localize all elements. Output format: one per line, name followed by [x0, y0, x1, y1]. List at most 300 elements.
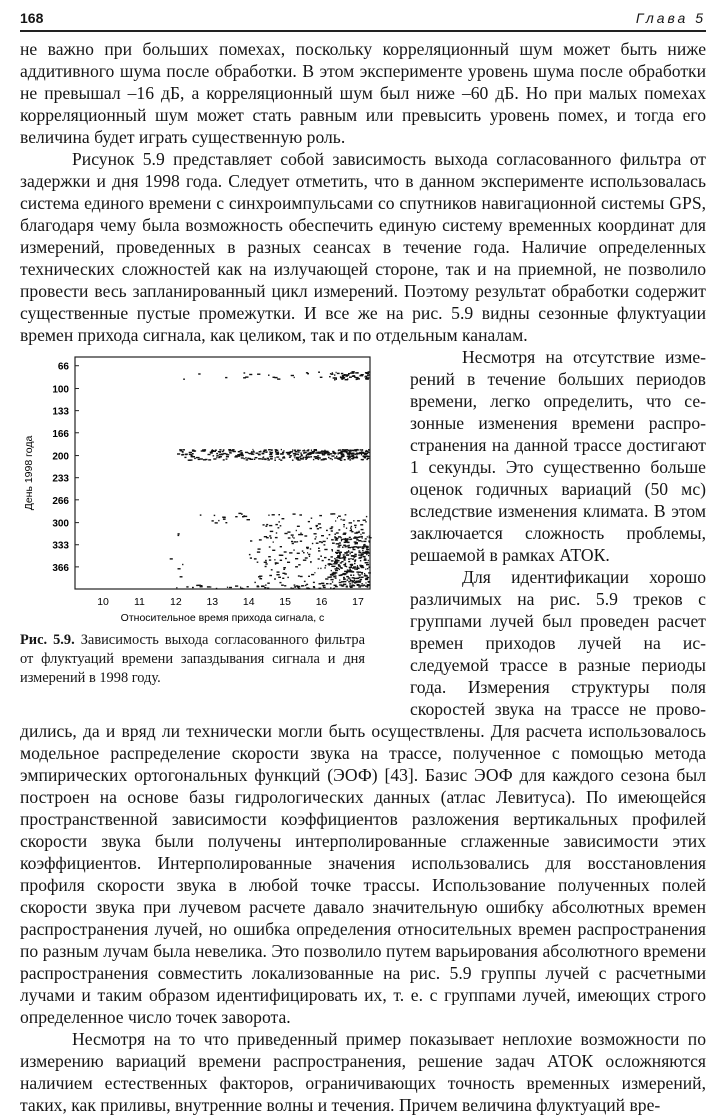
data-point [306, 587, 309, 588]
data-point [321, 542, 323, 543]
data-point [361, 553, 364, 554]
data-point [341, 539, 343, 540]
data-point [353, 585, 355, 586]
paragraph: Рисунок 5.9 представляет собой зависимость выхода согласованного фильтра от задержки и дня 1998 года. Следует отметить, что в данном эксперименте использовалась система единого времени с синхроимпульсами со спутников навигационной системы GPS, благодаря чему была возможность обеспечить единую систему временных координат для измерений, проведенных в разных сеансах в течение года. Наличие определенных технических сложностей как на излучающей стороне, так и на приемной, не позволило провести весь запланированный цикл измерений. Поэтому результат обработки содержит существенные пустые промежутки. И все же на рис. 5.9 видны сезонные флуктуации времен прихода сигнала, как целиком, так и по отдельным каналам. [20, 149, 706, 345]
data-point [350, 587, 353, 588]
data-point [267, 583, 270, 584]
data-point [367, 375, 369, 376]
data-point [271, 456, 273, 457]
data-point [230, 449, 231, 450]
data-point [300, 534, 303, 535]
data-point [310, 528, 313, 529]
data-point [339, 453, 342, 454]
data-point [328, 452, 330, 453]
data-point [313, 582, 315, 583]
data-point [362, 541, 363, 542]
data-point [367, 577, 369, 578]
data-point [350, 372, 353, 373]
data-point [240, 588, 243, 589]
data-point [259, 539, 262, 540]
data-point [346, 566, 347, 567]
data-point [284, 573, 287, 574]
data-point [308, 521, 310, 522]
data-point [356, 532, 359, 533]
data-point [355, 453, 358, 454]
data-point [352, 581, 355, 582]
figure-caption [20, 631, 365, 688]
data-point [317, 528, 319, 529]
data-point [361, 451, 362, 452]
data-point [348, 577, 351, 578]
data-point [339, 558, 342, 559]
data-point [226, 456, 229, 457]
data-point [264, 451, 265, 452]
data-point [361, 583, 363, 584]
data-point [342, 455, 345, 456]
data-point [198, 373, 200, 374]
data-point [259, 576, 262, 577]
data-point [368, 567, 370, 568]
data-point [366, 549, 369, 550]
data-point [303, 457, 305, 458]
data-point [332, 550, 333, 551]
data-point [296, 457, 299, 458]
data-point [313, 586, 315, 587]
data-point [330, 583, 332, 584]
data-point [238, 451, 241, 452]
data-point [229, 450, 231, 451]
data-point [295, 558, 298, 559]
data-point [366, 564, 369, 565]
data-point [315, 458, 318, 459]
data-point [351, 529, 352, 530]
data-point [322, 459, 323, 460]
data-point [299, 514, 302, 515]
data-point [338, 453, 339, 454]
data-point [347, 569, 349, 570]
data-point [218, 457, 220, 458]
data-point [337, 550, 340, 551]
data-point [348, 561, 350, 562]
data-point [361, 449, 362, 450]
data-point [330, 373, 331, 374]
data-point [316, 526, 318, 527]
data-point [287, 562, 290, 563]
chapter-title: Глава 5 [635, 10, 706, 26]
data-point [276, 574, 279, 575]
data-point [330, 513, 333, 514]
y-tick-label: 233 [52, 473, 69, 485]
data-point [277, 571, 280, 572]
data-point [361, 572, 363, 573]
data-point [368, 540, 370, 541]
data-point [249, 374, 252, 375]
y-axis-label: День 1998 года [23, 435, 35, 511]
paragraph: Несмотря на то что приведенный пример показывает неплохие возможности по измерению вариаций времени распространения, решение задач АТОК осложняются наличием естественных факторов, ограничивающих точность временных измерений, таких, как приливы, внутренние волны и течения. Причем величина флуктуаций вре- [20, 1029, 706, 1115]
data-point [352, 547, 354, 548]
data-point [336, 532, 339, 533]
data-point [349, 567, 353, 568]
data-point [323, 586, 324, 587]
data-point [346, 375, 349, 376]
data-point [352, 453, 355, 454]
data-point [350, 553, 351, 554]
data-point [343, 564, 346, 565]
data-point [241, 455, 244, 456]
data-point [305, 585, 307, 586]
data-point [369, 536, 370, 537]
data-point [355, 450, 358, 451]
x-tick-label: 12 [170, 596, 182, 608]
data-point [292, 460, 294, 461]
data-point [344, 573, 347, 574]
data-point [339, 553, 341, 554]
data-point [356, 571, 359, 572]
data-point [336, 553, 338, 554]
data-point [369, 537, 372, 538]
data-point [300, 458, 303, 459]
data-point [353, 549, 356, 550]
data-point [343, 534, 346, 535]
data-point [334, 585, 337, 586]
data-point [322, 585, 325, 586]
y-tick-label: 166 [52, 428, 69, 440]
data-point [265, 563, 267, 564]
data-point [285, 558, 287, 559]
data-point [366, 378, 369, 379]
data-point [351, 453, 353, 454]
data-point [330, 453, 332, 454]
data-point [335, 568, 338, 569]
data-point [348, 374, 349, 375]
data-point [307, 453, 308, 454]
data-point [184, 457, 186, 458]
data-point [325, 565, 326, 566]
data-point [348, 457, 349, 458]
data-point [361, 567, 364, 568]
data-point [176, 587, 177, 588]
data-point [341, 552, 342, 553]
data-point [294, 586, 296, 587]
data-point [341, 540, 342, 541]
data-point [288, 537, 291, 538]
data-point [219, 452, 221, 453]
data-point [264, 450, 267, 451]
data-point [191, 456, 194, 457]
data-point [196, 585, 198, 586]
plot-frame [75, 357, 370, 589]
data-point [257, 551, 260, 552]
data-point [367, 568, 369, 569]
data-point [280, 460, 282, 461]
data-point [362, 552, 365, 553]
data-point [330, 587, 331, 588]
data-point [267, 588, 269, 589]
data-point [308, 576, 310, 577]
data-point [356, 456, 358, 457]
data-point [186, 586, 188, 587]
data-point [324, 544, 326, 545]
data-point [339, 584, 342, 585]
data-point [257, 562, 259, 563]
data-point [347, 453, 350, 454]
data-point [365, 575, 367, 576]
data-point [365, 538, 367, 539]
data-point [194, 450, 196, 451]
data-point [351, 455, 354, 456]
data-point [362, 550, 364, 551]
data-point [227, 587, 228, 588]
data-point [336, 567, 337, 568]
data-point [269, 535, 271, 536]
data-point [265, 566, 267, 567]
data-point [306, 455, 307, 456]
data-point [339, 579, 340, 580]
data-point [358, 574, 361, 575]
data-point [356, 377, 359, 378]
data-point [355, 556, 357, 557]
data-point [339, 459, 341, 460]
data-point [298, 586, 301, 587]
data-point [337, 568, 338, 569]
data-point [290, 455, 292, 456]
data-point [316, 536, 317, 537]
data-point [332, 459, 333, 460]
data-point [366, 450, 367, 451]
data-point [333, 566, 336, 567]
data-point [359, 577, 360, 578]
data-point [367, 551, 368, 552]
data-point [294, 377, 295, 378]
data-point [181, 454, 184, 455]
data-point [332, 543, 335, 544]
data-point [170, 558, 173, 559]
data-point [262, 453, 265, 454]
data-point [233, 451, 236, 452]
data-point [272, 550, 275, 551]
data-point [346, 528, 347, 529]
data-point [311, 453, 314, 454]
data-point [339, 582, 342, 583]
data-point [352, 582, 353, 583]
data-point [345, 379, 349, 380]
data-point [353, 456, 355, 457]
data-point [324, 567, 325, 568]
data-point [193, 456, 195, 457]
data-point [360, 579, 363, 580]
data-point [294, 457, 295, 458]
data-point [331, 530, 333, 531]
data-point [250, 557, 252, 558]
data-point [318, 558, 320, 559]
data-point [249, 554, 251, 555]
data-point [353, 520, 354, 521]
data-point [355, 543, 358, 544]
data-point [360, 449, 362, 450]
data-point [270, 458, 273, 459]
data-point [344, 459, 346, 460]
data-point [338, 560, 340, 561]
data-point [343, 524, 345, 525]
data-point [339, 554, 341, 555]
data-point [223, 517, 226, 518]
data-point [269, 454, 272, 455]
data-point [333, 452, 336, 453]
data-point [258, 548, 261, 549]
data-point [311, 451, 312, 452]
data-point [355, 559, 357, 560]
data-point [241, 457, 244, 458]
data-point [335, 572, 337, 573]
y-tick-label: 100 [52, 384, 69, 396]
data-point [368, 560, 369, 561]
data-point [262, 457, 263, 458]
data-point [297, 553, 300, 554]
data-point [307, 548, 309, 549]
data-point [283, 456, 285, 457]
data-point [275, 524, 278, 525]
data-point [330, 528, 333, 529]
data-point [259, 451, 260, 452]
data-point [292, 543, 294, 544]
data-point [334, 457, 337, 458]
data-point [345, 449, 348, 450]
data-point [313, 459, 314, 460]
data-point [341, 457, 342, 458]
data-point [300, 453, 302, 454]
data-point [343, 581, 346, 582]
data-point [253, 450, 254, 451]
data-point [275, 450, 278, 451]
x-tick-label: 10 [97, 596, 109, 608]
data-point [278, 577, 281, 578]
data-point [343, 559, 345, 560]
data-point [280, 546, 282, 547]
data-point [225, 522, 227, 523]
data-point [317, 452, 319, 453]
data-point [349, 450, 351, 451]
data-point [343, 539, 346, 540]
data-point [357, 565, 358, 566]
data-point [178, 568, 181, 569]
data-point [326, 530, 328, 531]
data-point [274, 578, 276, 579]
page-body [20, 38, 706, 1116]
data-point [337, 546, 340, 547]
data-point [336, 543, 340, 544]
data-point [297, 450, 299, 451]
data-point [361, 454, 362, 455]
data-point [360, 524, 363, 525]
data-point [361, 459, 364, 460]
data-point [260, 451, 262, 452]
data-point [354, 525, 357, 526]
data-point [314, 538, 316, 539]
data-point [343, 584, 346, 585]
data-point [357, 585, 360, 586]
data-point [331, 526, 333, 527]
data-point [339, 569, 340, 570]
data-point [256, 453, 259, 454]
data-point [213, 458, 216, 459]
data-point [208, 454, 211, 455]
data-point [318, 523, 321, 524]
data-point [275, 451, 277, 452]
data-point [350, 575, 352, 576]
data-point [362, 537, 363, 538]
y-tick-label: 266 [52, 495, 69, 507]
data-point [220, 454, 224, 455]
data-point [216, 455, 218, 456]
data-point [334, 374, 335, 375]
data-point [341, 561, 343, 562]
data-point [327, 577, 330, 578]
y-tick-label: 300 [52, 518, 69, 530]
data-point [336, 372, 337, 373]
x-axis-label: Относительное время прихода сигнала, с [120, 612, 325, 624]
data-point [365, 562, 368, 563]
data-point [279, 555, 282, 556]
x-tick-label: 11 [134, 596, 145, 608]
data-point [366, 554, 367, 555]
data-point [289, 454, 290, 455]
data-point [354, 578, 356, 579]
data-point [361, 555, 362, 556]
data-point [350, 558, 351, 559]
data-point [331, 556, 333, 557]
data-point [314, 449, 317, 450]
data-point [276, 532, 277, 533]
caption-text: Зависимость выхода согласованного фильтра от флуктуаций времени запаздывания сигнала и дня измерений в 1998 году. [20, 632, 365, 686]
data-point [352, 450, 354, 451]
data-point [318, 548, 320, 549]
data-point [344, 557, 347, 558]
data-point [214, 515, 216, 516]
data-point [358, 573, 359, 574]
data-point [357, 568, 360, 569]
data-point [292, 536, 293, 537]
data-point [295, 566, 298, 567]
data-point [261, 585, 264, 586]
data-point [283, 567, 286, 568]
data-point [340, 567, 343, 568]
data-point [247, 586, 249, 587]
data-point [311, 518, 313, 519]
data-point [247, 519, 251, 520]
data-point [321, 583, 324, 584]
data-point [354, 541, 357, 542]
data-point [355, 581, 357, 582]
data-point [265, 526, 267, 527]
data-point [267, 458, 269, 459]
data-point [331, 570, 332, 571]
data-point [314, 572, 315, 573]
data-point [336, 379, 337, 380]
data-point [265, 560, 267, 561]
data-point [179, 449, 182, 450]
data-point [343, 577, 345, 578]
x-tick-label: 14 [242, 596, 255, 608]
data-point [223, 519, 226, 520]
data-point [300, 576, 303, 577]
data-point [182, 564, 183, 565]
data-point [308, 449, 310, 450]
data-point [349, 457, 350, 458]
data-point [345, 552, 348, 553]
data-point [357, 547, 359, 548]
data-point [238, 513, 241, 514]
data-point [254, 459, 256, 460]
